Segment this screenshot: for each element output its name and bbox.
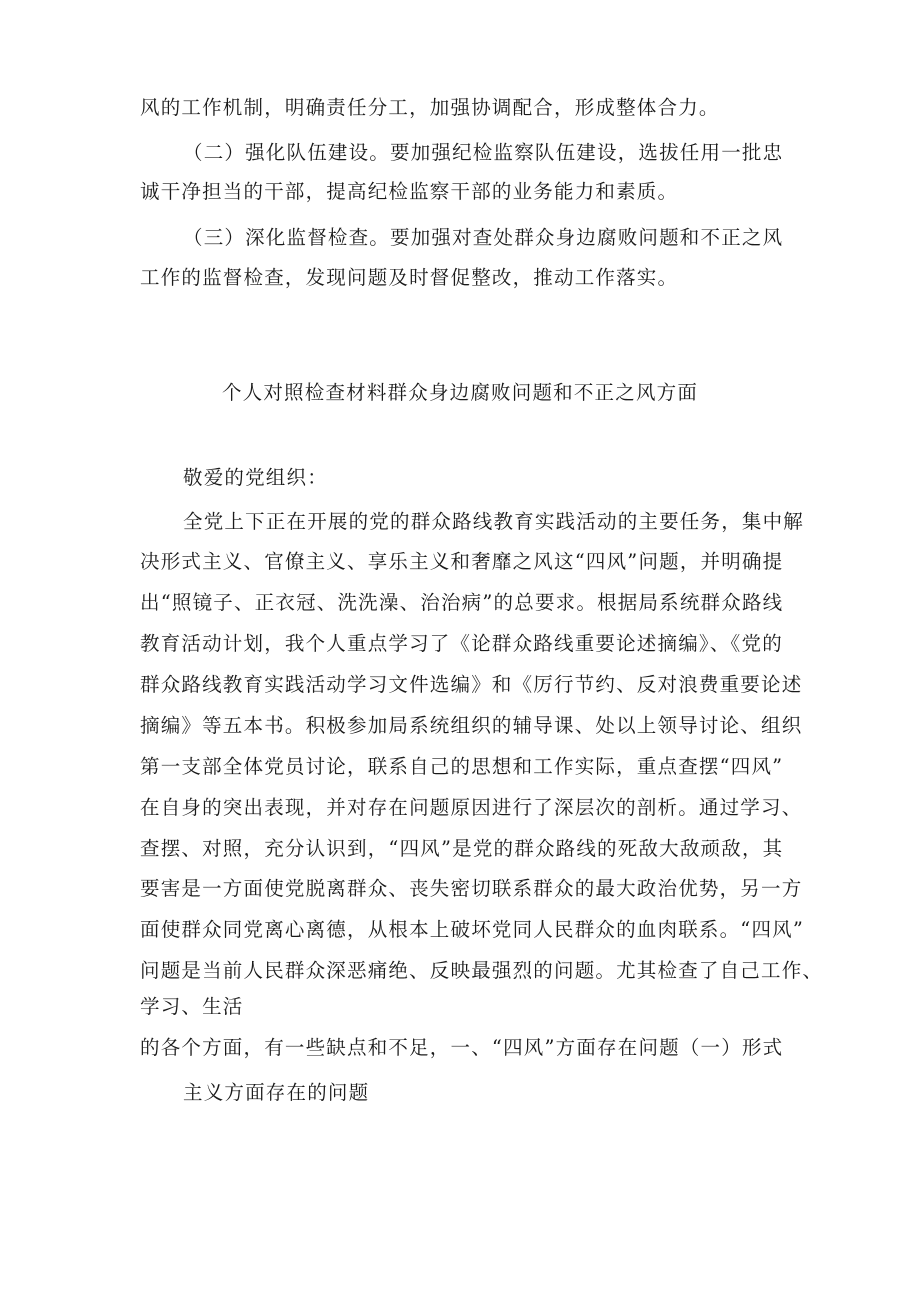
list-item-2-line-2: 诚干净担当的干部，提高纪检监察干部的业务能力和素质。 <box>140 180 679 203</box>
body-line: 决形式主义、官僚主义、享乐主义和奢靡之风这“四风”问题，并明确提 <box>140 550 784 573</box>
body-line: 摘编》等五本书。积极参加局系统组织的辅导课、处以上领导讨论、组织 <box>140 714 803 737</box>
document-title: 个人对照检查材料群众身边腐败问题和不正之风方面 <box>221 381 699 404</box>
body-line: 在自身的突出表现，并对存在问题原因进行了深层次的剖析。通过学习、 <box>140 796 803 819</box>
body-line: 面使群众同党离心离德，从根本上破坏党同人民群众的血肉联系。“四风” <box>140 918 805 941</box>
body-line: 学习、生活 <box>140 995 244 1018</box>
salutation: 敬爱的党组织： <box>183 466 328 489</box>
body-line: 要害是一方面使党脱离群众、丧失密切联系群众的最大政治优势，另一方 <box>140 877 803 900</box>
list-item-3-line-2: 工作的监督检查，发现问题及时督促整改，推动工作落实。 <box>140 266 679 289</box>
body-line: 出“照镜子、正衣冠、洗洗澡、治治病”的总要求。根据局系统群众路线 <box>140 591 784 614</box>
list-item-2-line-1: （二）强化队伍建设。要加强纪检监察队伍建设，选拔任用一批忠 <box>183 141 784 164</box>
list-item-3-line-1: （三）深化监督检查。要加强对查处群众身边腐败问题和不正之风 <box>183 226 784 249</box>
body-line: 第一支部全体党员讨论，联系自己的思想和工作实际，重点查摆“四风” <box>140 755 784 778</box>
body-line: 全党上下正在开展的党的群众路线教育实践活动的主要任务，集中解 <box>183 510 805 533</box>
body-line: 查摆、对照，充分认识到，“四风”是党的群众路线的死敌大敌顽敌，其 <box>140 837 784 860</box>
body-line-last: 主义方面存在的问题 <box>183 1081 370 1104</box>
body-line: 教育活动计划，我个人重点学习了《论群众路线重要论述摘编》、《党的 <box>140 632 783 655</box>
body-line: 问题是当前人民群众深恶痛绝、反映最强烈的问题。尤其检查了自己工作、 <box>140 959 824 982</box>
body-line: 群众路线教育实践活动学习文件选编》和《厉行节约、反对浪费重要论述 <box>140 673 803 696</box>
paragraph-line: 风的工作机制，明确责任分工，加强协调配合，形成整体合力。 <box>140 96 720 119</box>
body-line: 的各个方面，有一些缺点和不足，一、“四风”方面存在问题（一）形式 <box>140 1036 784 1059</box>
